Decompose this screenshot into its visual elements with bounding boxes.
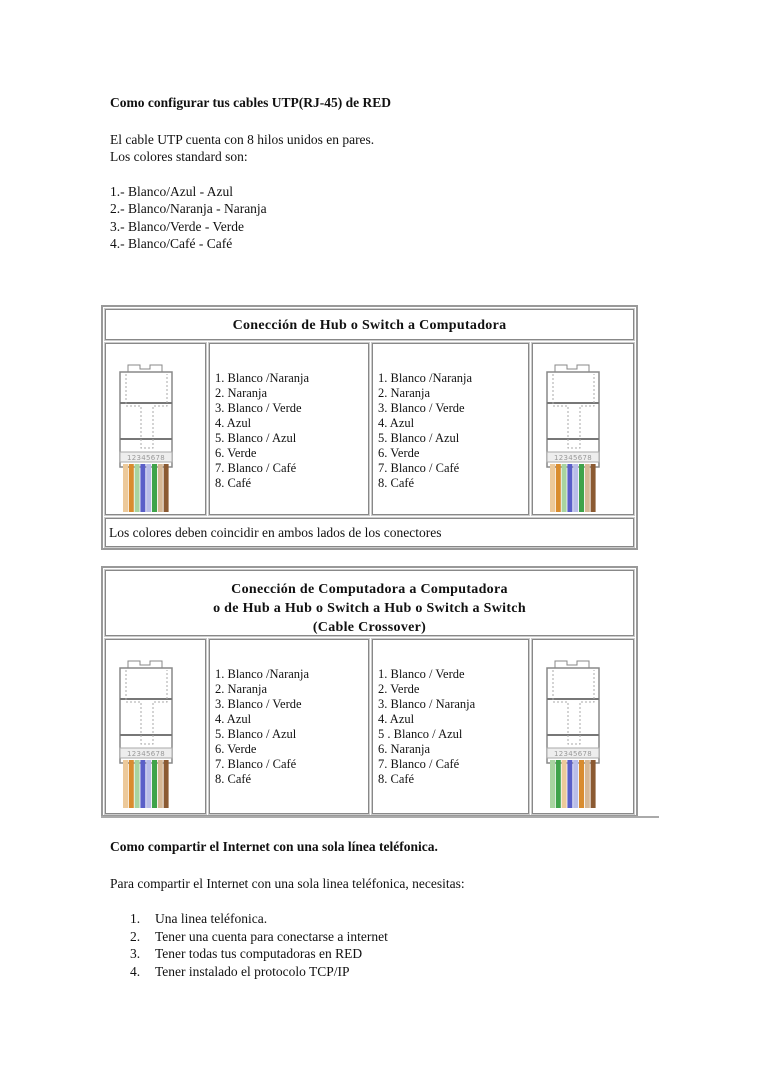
wire-wb (146, 760, 151, 808)
wire-wb (573, 464, 578, 512)
list-text: Tener todas tus computadoras en RED (155, 946, 363, 961)
pin-item: 4. Azul (215, 416, 252, 430)
connector-latch (128, 365, 162, 372)
pin-item: 1. Blanco /Naranja (378, 371, 473, 385)
intro-line: Los colores standard son: (110, 149, 248, 164)
list-item (130, 910, 388, 928)
list-text: Tener instalado el protocolo TCP/IP (155, 963, 350, 979)
pin-item: 8. Café (215, 772, 252, 786)
wire-b (567, 464, 572, 512)
pin-numbers: 12345678 (553, 750, 593, 758)
wire-br (591, 760, 596, 808)
pin-item: 6. Naranja (378, 742, 431, 756)
wire-br (164, 760, 169, 808)
needs-list (130, 910, 388, 980)
divider (101, 816, 659, 818)
wire-br (591, 464, 596, 512)
pair-item: 1.- Blanco/Azul - Azul (110, 184, 233, 199)
wire-o (129, 760, 134, 808)
straight-cable-table (101, 305, 638, 550)
pin-item: 5. Blanco / Azul (215, 431, 297, 445)
wire-wg (135, 760, 140, 808)
pin-item: 4. Azul (378, 712, 415, 726)
wire-g (579, 464, 584, 512)
pin-item: 2. Naranja (378, 386, 431, 400)
pin-item: 1. Blanco /Naranja (215, 667, 310, 681)
pair-item: 3.- Blanco/Verde - Verde (110, 219, 244, 234)
wire-wo (562, 760, 567, 808)
list-number: 2. (130, 928, 141, 944)
connector-image-cell (105, 639, 206, 814)
wire-wb (573, 760, 578, 808)
pin-item: 3. Blanco / Verde (378, 401, 465, 415)
table-title: Conección de Hub o Switch a Computadora (105, 309, 634, 340)
pin-item: 7. Blanco / Café (215, 461, 297, 475)
pin-item: 4. Azul (378, 416, 415, 430)
connector-latch (555, 365, 589, 372)
wire-wo (123, 464, 128, 512)
pin-item: 2. Verde (378, 682, 420, 696)
wire-o (129, 464, 134, 512)
list-text: Una linea teléfonica. (155, 911, 268, 926)
wire-wg (135, 464, 140, 512)
wire-o (556, 464, 561, 512)
connector-image-cell (105, 343, 206, 515)
pin-item: 3. Blanco / Verde (215, 697, 302, 711)
list-item (130, 945, 388, 963)
list-number: 4. (130, 963, 141, 979)
pin-item: 8. Café (215, 476, 252, 490)
pin-item: 8. Café (378, 476, 415, 490)
title-line: (Cable Crossover) (312, 620, 427, 635)
pin-item: 2. Naranja (215, 386, 268, 400)
pin-item: 6. Verde (215, 742, 257, 756)
pin-item: 5 . Blanco / Azul (378, 727, 463, 741)
wire-b (567, 760, 572, 808)
rj45-connector-image (533, 344, 633, 514)
pair-item: 4.- Blanco/Café - Café (110, 236, 233, 251)
title-line: Conección de Computadora a Computadora (231, 582, 508, 597)
wire-wo (550, 464, 555, 512)
wire-wbr (158, 760, 163, 808)
wire-wg (550, 760, 555, 808)
wire-wbr (158, 464, 163, 512)
pin-item: 5. Blanco / Azul (378, 431, 460, 445)
pair-item: 2.- Blanco/Naranja - Naranja (110, 201, 267, 216)
rj45-connector-image (533, 640, 633, 812)
table-title (105, 570, 634, 636)
intro-line: El cable UTP cuenta con 8 hilos unidos en pares. (110, 132, 375, 147)
wire-b (140, 760, 145, 808)
pin-item: 7. Blanco / Café (378, 461, 460, 475)
pin-item: 7. Blanco / Café (215, 757, 297, 771)
pinout-list-right (372, 639, 529, 814)
pin-numbers: 12345678 (553, 454, 593, 462)
pin-item: 1. Blanco /Naranja (215, 371, 310, 385)
pin-numbers: 12345678 (126, 750, 166, 758)
connector-latch (128, 661, 162, 668)
paragraph: Para compartir el Internet con una sola linea teléfonica, necesitas: (110, 876, 465, 891)
pin-item: 3. Blanco / Naranja (378, 697, 476, 711)
wire-wb (146, 464, 151, 512)
rj45-connector-image (106, 640, 206, 812)
pin-item: 7. Blanco / Café (378, 757, 460, 771)
pin-item: 6. Verde (378, 446, 420, 460)
pin-item: 8. Café (378, 772, 415, 786)
wire-wg (562, 464, 567, 512)
rj45-connector-image (106, 344, 206, 514)
heading-utp: Como configurar tus cables UTP(RJ-45) de RED (110, 95, 391, 110)
list-number: 3. (130, 946, 141, 961)
pin-item: 6. Verde (215, 446, 257, 460)
pin-item: 3. Blanco / Verde (215, 401, 302, 415)
pin-item: 1. Blanco / Verde (378, 667, 465, 681)
connector-image-cell (532, 343, 634, 515)
crossover-cable-table (101, 566, 638, 817)
list-number: 1. (130, 911, 141, 926)
list-item (130, 928, 388, 946)
list-item (130, 963, 388, 981)
wire-g (556, 760, 561, 808)
heading-internet: Como compartir el Internet con una sola línea teléfonica. (110, 839, 438, 854)
pinout-list-left (209, 343, 369, 515)
wire-wo (123, 760, 128, 808)
wire-wbr (585, 760, 590, 808)
wire-g (152, 464, 157, 512)
wire-o (579, 760, 584, 808)
connector-image-cell (532, 639, 634, 814)
wire-br (164, 464, 169, 512)
table-footer-note: Los colores deben coincidir en ambos lados de los conectores (105, 518, 634, 547)
wire-wbr (585, 464, 590, 512)
wire-b (140, 464, 145, 512)
pin-item: 5. Blanco / Azul (215, 727, 297, 741)
pin-item: 2. Naranja (215, 682, 268, 696)
pin-item: 4. Azul (215, 712, 252, 726)
connector-latch (555, 661, 589, 668)
wire-g (152, 760, 157, 808)
pinout-list-right (372, 343, 529, 515)
pinout-list-left (209, 639, 369, 814)
pin-numbers: 12345678 (126, 454, 166, 462)
title-line: o de Hub a Hub o Switch a Hub o Switch a Switch (213, 601, 526, 616)
list-text: Tener una cuenta para conectarse a internet (155, 928, 388, 944)
